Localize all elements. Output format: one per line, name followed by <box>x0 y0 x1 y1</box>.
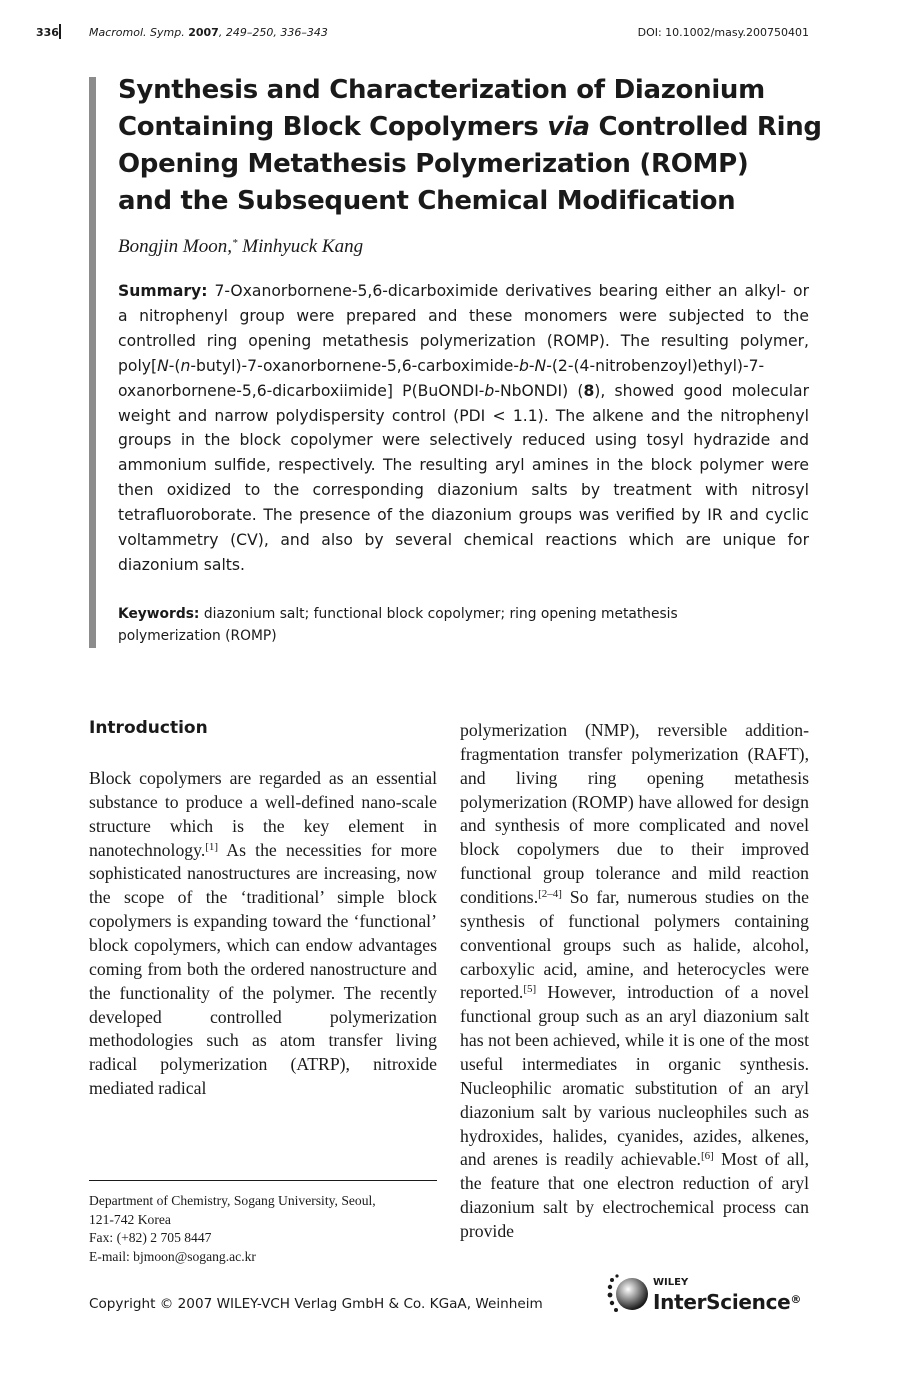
paper-title <box>118 72 822 220</box>
title-via: via <box>547 112 590 142</box>
wiley-interscience-logo <box>606 1268 816 1316</box>
summary-text: 7-Oxanorbornene-5,6-dicarboximide derivatives bearing either an alkyl- or a nitrophenyl group were prepared and these monomers were subjected to the controlled ring opening metathesis polymerization (ROMP). The resulting polymer, poly[ <box>118 282 809 375</box>
journal-name: Macromol. Symp. <box>89 26 185 39</box>
keywords-text: diazonium salt; functional block copolymer; ring opening metathesis polymerization (ROMP) <box>118 606 678 644</box>
body-text: polymerization (NMP), reversible addition-fragmentation transfer polymerization (RAFT), and living ring opening metathesis polymerization (ROMP) have allowed for design and synthesis of more complicated and novel block copolymers due to their improved functional group tolerance and mild reaction conditions. <box>460 720 809 908</box>
affiliation-fax: Fax: (+82) 2 705 8447 <box>89 1230 212 1245</box>
page-number: 336 <box>36 26 59 39</box>
author-kang: Minhyuck Kang <box>237 236 364 257</box>
introduction-heading: Introduction <box>89 718 208 738</box>
summary-text: -NbONDI) ( <box>494 381 584 400</box>
logo-main: InterScience <box>653 1290 791 1314</box>
abstract-side-bar <box>89 77 96 648</box>
introduction-right-column <box>460 719 809 1244</box>
body-text: However, introduction of a novel functional group such as an aryl diazonium salt has not been achieved, while it is one of the most useful intermediates in organic synthesis. Nucleophilic aromatic substitution of an aryl diazonium salt by various nucleophiles such as hydroxides, halides, cyanides, azides, alkenes, and arenes is readily achievable. <box>460 982 809 1170</box>
summary-italic: b <box>484 381 495 400</box>
author-affiliation <box>89 1192 439 1266</box>
abstract-summary <box>118 279 809 578</box>
summary-italic: n <box>180 356 191 375</box>
author-moon: Bongjin Moon, <box>118 236 232 257</box>
footnote-divider <box>89 1180 437 1181</box>
keywords-label: Keywords: <box>118 606 200 622</box>
reference-citation[interactable]: [2–4] <box>538 888 562 901</box>
affiliation-email[interactable]: E-mail: bjmoon@sogang.ac.kr <box>89 1248 256 1264</box>
affiliation-postcode: 121-742 Korea <box>89 1211 171 1227</box>
summary-text: -butyl)-7-oxanorbornene-5,6-carboximide- <box>190 356 519 375</box>
journal-citation <box>89 26 328 39</box>
reference-citation[interactable]: [5] <box>523 983 537 996</box>
introduction-left-column <box>89 767 437 1101</box>
reference-citation[interactable]: [6] <box>700 1150 714 1163</box>
summary-italic: N <box>534 356 547 375</box>
page-number-divider <box>59 24 61 39</box>
body-text: As the necessities for more sophisticated nanostructures are increasing, now the scope of the ‘traditional’ simple block copolymers is expanding toward the ‘functional’ block copolymers, which can endow advantages coming from both the ordered nanostructure and the functionality of the polymer. The recently developed controlled polymerization methodologies such as atom transfer living radical polymerization (ATRP), nitroxide mediated radical <box>89 839 437 1099</box>
affiliation-department: Department of Chemistry, Sogang University, Seoul, <box>89 1193 376 1208</box>
corresponding-author-mark: * <box>232 237 238 249</box>
summary-label: Summary: <box>118 282 208 300</box>
summary-text: - <box>528 356 535 375</box>
body-text: So far, numerous studies on the synthesis of functional polymers containing conventional groups such as halide, alcohol, carboxylic acid, amine, and heterocycles were reported. <box>460 887 809 1003</box>
reference-citation[interactable]: [1] <box>205 840 219 853</box>
journal-pages: , 249–250, 336–343 <box>218 26 328 39</box>
doi[interactable]: DOI: 10.1002/masy.200750401 <box>637 26 809 39</box>
body-text: Block copolymers are regarded as an essential substance to produce a well-defined nano-scale structure which is the key element in nanotechnology. <box>89 768 437 860</box>
keywords <box>118 603 758 647</box>
registered-mark: ® <box>790 1293 802 1306</box>
summary-text: -(2-(4-nitrobenzoyl)ethyl)-7-oxanorbornene-5,6-dicarboxiimide] P(BuONDI- <box>118 356 765 400</box>
summary-text: ), showed good molecular weight and narrow polydispersity control (PDI < 1.1). The alkene and the nitrophenyl groups in the block copolymer were selectively reduced using tosyl hydrazide and ammonium sulfide, respectively. The resulting aryl amines in the block polymer were then oxidized to the corresponding diazonium salts by treatment with nitrosyl tetrafluoroborate. The presence of the diazonium groups was verified by IR and cyclic voltammetry (CV), and also by several chemical reactions which are unique for diazonium salts. <box>118 381 809 574</box>
title-line-4: and the Subsequent Chemical Modification <box>118 186 736 216</box>
title-line-2-end: Controlled Ring <box>589 112 822 142</box>
summary-text: -( <box>168 356 181 375</box>
copyright-notice: Copyright © 2007 WILEY-VCH Verlag GmbH & Co. KGaA, Weinheim <box>89 1296 543 1312</box>
compound-number: 8 <box>583 381 595 400</box>
logo-wiley-text: WILEY <box>653 1277 689 1288</box>
summary-italic: b <box>518 356 529 375</box>
title-line-3: Opening Metathesis Polymerization (ROMP) <box>118 149 749 179</box>
title-line-1: Synthesis and Characterization of Diazonium <box>118 75 765 105</box>
body-text: Most of all, the feature that one electron reduction of aryl diazonium salt by electrochemical process can provide <box>460 1149 809 1242</box>
title-line-2-start: Containing Block Copolymers <box>118 112 548 142</box>
running-head <box>36 26 809 44</box>
logo-interscience-text <box>653 1290 801 1314</box>
summary-italic: N <box>157 356 169 375</box>
title-line-2 <box>118 109 822 146</box>
interscience-orb-icon <box>606 1272 650 1316</box>
authors <box>118 236 363 258</box>
journal-year: 2007 <box>188 26 219 39</box>
